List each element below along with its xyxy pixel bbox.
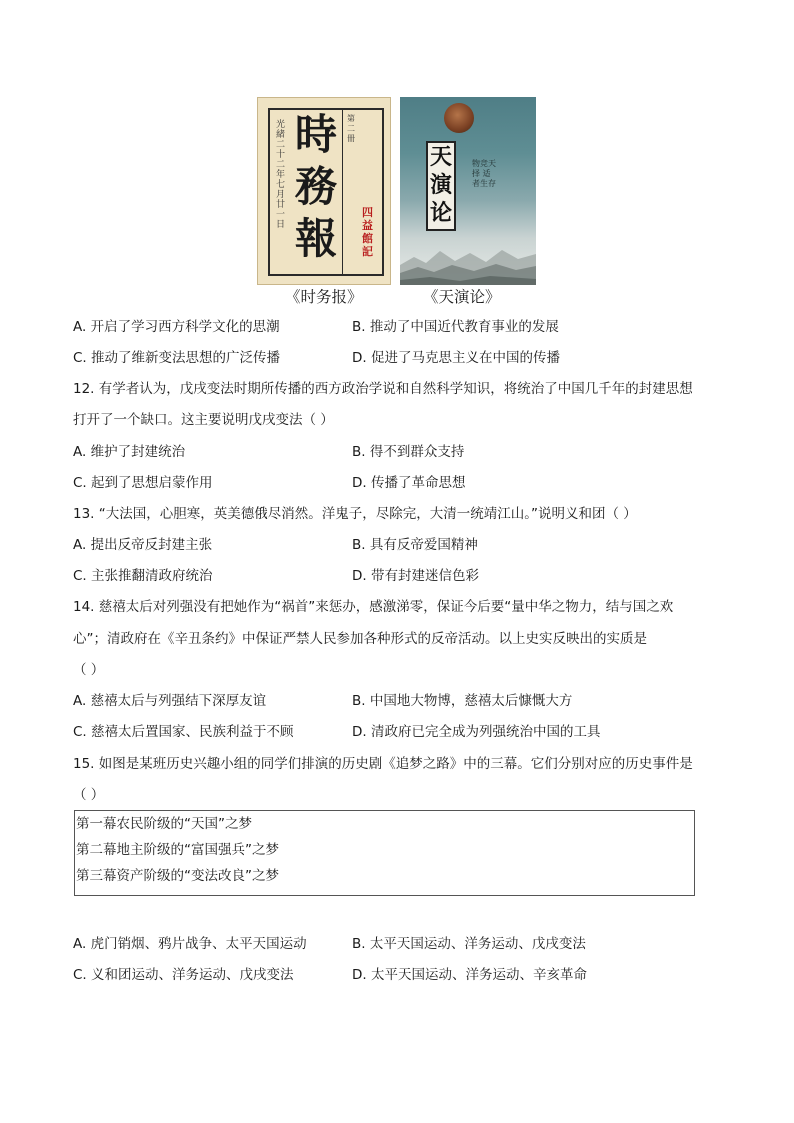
q13-stem: 13. “大法国，心胆寒，英美德俄尽消然。洋鬼子，尽除完，大清一统靖江山。”说明义和团（ ） (73, 506, 637, 522)
newspaper-title-char: 報 (295, 214, 338, 263)
newspaper-red-stamp-text: 四益館記 (362, 206, 373, 258)
q12-stem-line2: 打开了一个缺口。这主要说明戊戌变法（ ） (73, 412, 334, 428)
book-title-char: 论 (429, 200, 452, 226)
book-bronze-seal (444, 103, 474, 133)
q14-option-b: B. 中国地大物博，慈禧太后慷慨大方 (352, 693, 573, 709)
q12-option-c: C. 起到了思想启蒙作用 (73, 475, 213, 491)
q11-option-a: A. 开启了学习西方科学文化的思潮 (73, 319, 280, 335)
q13-option-c: C. 主张推翻清政府统治 (73, 568, 213, 584)
q15-act-1: 第一幕农民阶级的“天国”之梦 (76, 816, 252, 832)
q14-stem-line2: 心”；清政府在《辛丑条约》中保证严禁人民参加各种形式的反帝活动。以上史实反映出的实质是 (73, 631, 647, 647)
q13-option-d: D. 带有封建迷信色彩 (352, 568, 479, 584)
newspaper-issue-text: 第二冊 (347, 114, 355, 143)
q14-option-a: A. 慈禧太后与列强结下深厚友谊 (73, 693, 267, 709)
shiwubao-newspaper-image (257, 97, 391, 285)
q15-option-a: A. 虎门销烟、鸦片战争、太平天国运动 (73, 936, 307, 952)
q12-stem-line1: 12. 有学者认为，戊戌变法时期所传播的西方政治学说和自然科学知识，将统治了中国几千年的封建思想 (73, 381, 693, 397)
q15-act-2: 第二幕地主阶级的“富国强兵”之梦 (76, 842, 279, 858)
q13-option-b: B. 具有反帝爱国精神 (352, 537, 478, 553)
newspaper-caption: 《时务报》 (285, 288, 363, 306)
q11-option-d: D. 促进了马克思主义在中国的传播 (352, 350, 560, 366)
q15-stem-line2: （ ） (73, 787, 105, 803)
newspaper-title-char: 務 (295, 162, 338, 211)
q12-option-a: A. 维护了封建统治 (73, 444, 186, 460)
book-caption: 《天演论》 (423, 288, 501, 306)
q14-option-c: C. 慈禧太后置国家、民族利益于不顾 (73, 724, 294, 740)
q15-stem-line1: 15. 如图是某班历史兴趣小组的同学们排演的历史剧《追梦之路》中的三幕。它们分别对应的历史事件是 (73, 756, 693, 772)
newspaper-title-char: 時 (295, 110, 338, 159)
book-title-box (426, 141, 456, 231)
newspaper-date-text: 光緒二十二年七月廿一日 (276, 120, 286, 230)
q14-option-d: D. 清政府已完全成为列强统治中国的工具 (352, 724, 601, 740)
q15-act-3: 第三幕资产阶级的“变法改良”之梦 (76, 868, 279, 884)
q13-option-a: A. 提出反帝反封建主张 (73, 537, 213, 553)
book-mountain-painting (400, 235, 536, 285)
newspaper-divider (342, 110, 343, 274)
q14-stem-line1: 14. 慈禧太后对列强没有把她作为“祸首”来惩办，感激涕零，保证今后要“量中华之物力，结与国之欢 (73, 599, 674, 615)
q12-option-d: D. 传播了革命思想 (352, 475, 466, 491)
book-title-char: 演 (429, 172, 452, 198)
q12-option-b: B. 得不到群众支持 (352, 444, 465, 460)
q15-option-b: B. 太平天国运动、洋务运动、戊戌变法 (352, 936, 586, 952)
q15-option-c: C. 义和团运动、洋务运动、戊戌变法 (73, 967, 294, 983)
book-title-char: 天 (429, 144, 452, 170)
tianyanlun-book-image (400, 97, 536, 285)
q14-stem-line3: （ ） (73, 662, 105, 678)
q11-option-b: B. 推动了中国近代教育事业的发展 (352, 319, 559, 335)
book-motto: 物竞天择 适者生存 (472, 159, 496, 188)
q15-option-d: D. 太平天国运动、洋务运动、辛亥革命 (352, 967, 587, 983)
q11-option-c: C. 推动了维新变法思想的广泛传播 (73, 350, 281, 366)
